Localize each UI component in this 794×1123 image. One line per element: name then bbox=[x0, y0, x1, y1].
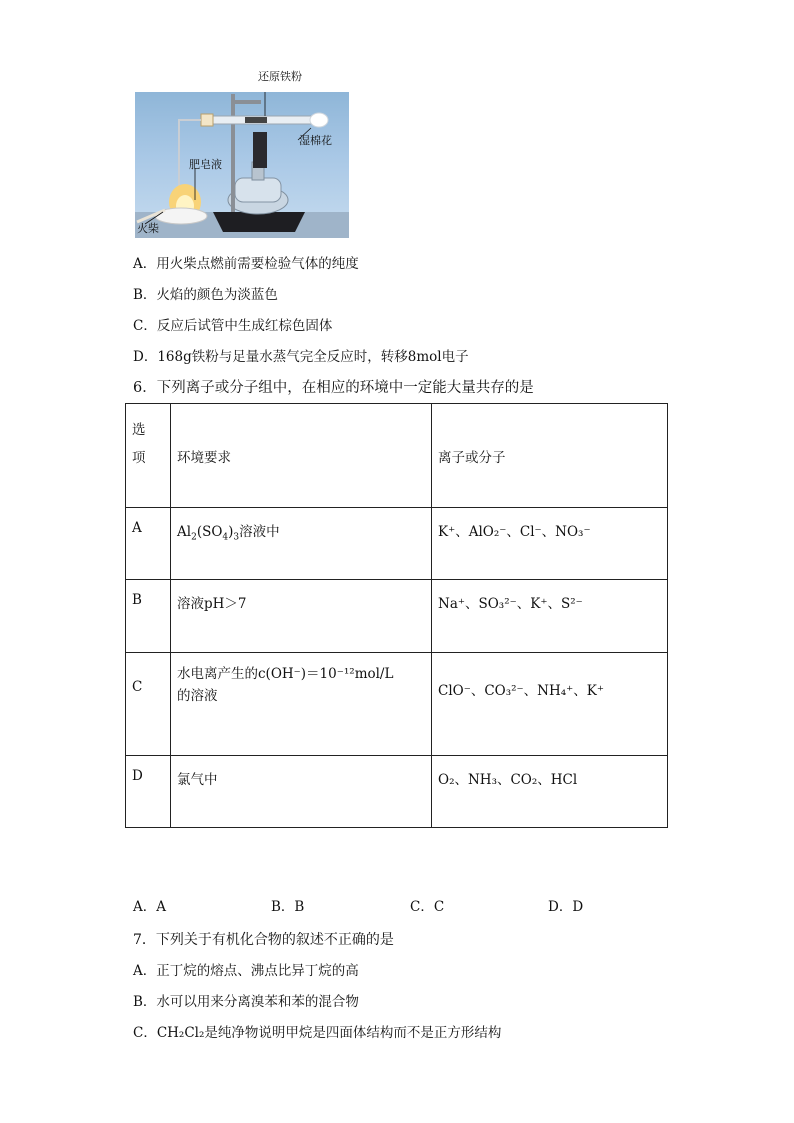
row-a-option: A bbox=[132, 520, 142, 536]
row-a-ions: K⁺、AlO₂⁻、Cl⁻、NO₃⁻ bbox=[438, 524, 591, 540]
label-iron-powder: 还原铁粉 bbox=[258, 70, 302, 83]
q6-choice-a: A．A bbox=[133, 899, 166, 915]
q6-choice-b: B．B bbox=[271, 899, 305, 915]
apparatus-illustration bbox=[135, 92, 349, 238]
table-row bbox=[126, 508, 668, 580]
label-match: 火柴 bbox=[137, 222, 159, 235]
q5-option-b: B．火焰的颜色为淡蓝色 bbox=[133, 287, 278, 303]
row-a-environment: $Al_2(SO_4)_3$溶液中 bbox=[177, 524, 280, 543]
row-d-option: D bbox=[132, 768, 143, 784]
row-d-ions: O₂、NH₃、CO₂、HCl bbox=[438, 772, 578, 788]
row-b-option: B bbox=[132, 592, 142, 608]
q5-option-a: A．用火柴点燃前需要检验气体的纯度 bbox=[133, 256, 359, 272]
label-soap-solution: 肥皂液 bbox=[189, 158, 222, 171]
header-ions: 离子或分子 bbox=[438, 450, 506, 466]
q6-choice-c: C．C bbox=[410, 899, 445, 915]
table-row bbox=[126, 756, 668, 828]
row-b-ions: Na⁺、SO₃²⁻、K⁺、S²⁻ bbox=[438, 596, 583, 612]
row-d-environment: 氯气中 bbox=[177, 772, 218, 788]
q6-table bbox=[125, 403, 668, 828]
row-c-ions: ClO⁻、CO₃²⁻、NH₄⁺、K⁺ bbox=[438, 683, 605, 699]
q5-option-c: C．反应后试管中生成红棕色固体 bbox=[133, 318, 333, 334]
header-option-line1: 选 bbox=[132, 422, 146, 438]
row-c-environment-line2: 的溶液 bbox=[177, 688, 218, 704]
q6-stem: 6．下列离子或分子组中，在相应的环境中一定能大量共存的是 bbox=[133, 380, 534, 396]
header-option-line2: 项 bbox=[132, 450, 146, 466]
row-c-option: C bbox=[132, 679, 143, 695]
q5-option-d: D．168g铁粉与足量水蒸气完全反应时，转移8mol电子 bbox=[133, 349, 469, 365]
row-b-environment: 溶液pH＞7 bbox=[177, 596, 247, 612]
table-row bbox=[126, 580, 668, 653]
label-wet-cotton: 湿棉花 bbox=[299, 134, 332, 147]
q7-option-c: C．CH₂Cl₂是纯净物说明甲烷是四面体结构而不是正方形结构 bbox=[133, 1025, 502, 1041]
table-row bbox=[126, 653, 668, 756]
q7-stem: 7．下列关于有机化合物的叙述不正确的是 bbox=[133, 932, 394, 948]
q6-choice-d: D．D bbox=[548, 899, 584, 915]
table-header-row bbox=[126, 404, 668, 508]
q7-option-b: B．水可以用来分离溴苯和苯的混合物 bbox=[133, 994, 359, 1010]
header-environment: 环境要求 bbox=[177, 450, 231, 466]
q7-option-a: A．正丁烷的熔点、沸点比异丁烷的高 bbox=[133, 963, 359, 979]
row-c-environment-line1: 水电离产生的c(OH⁻)＝10⁻¹²mol/L bbox=[177, 666, 394, 682]
experiment-photo bbox=[135, 92, 349, 238]
